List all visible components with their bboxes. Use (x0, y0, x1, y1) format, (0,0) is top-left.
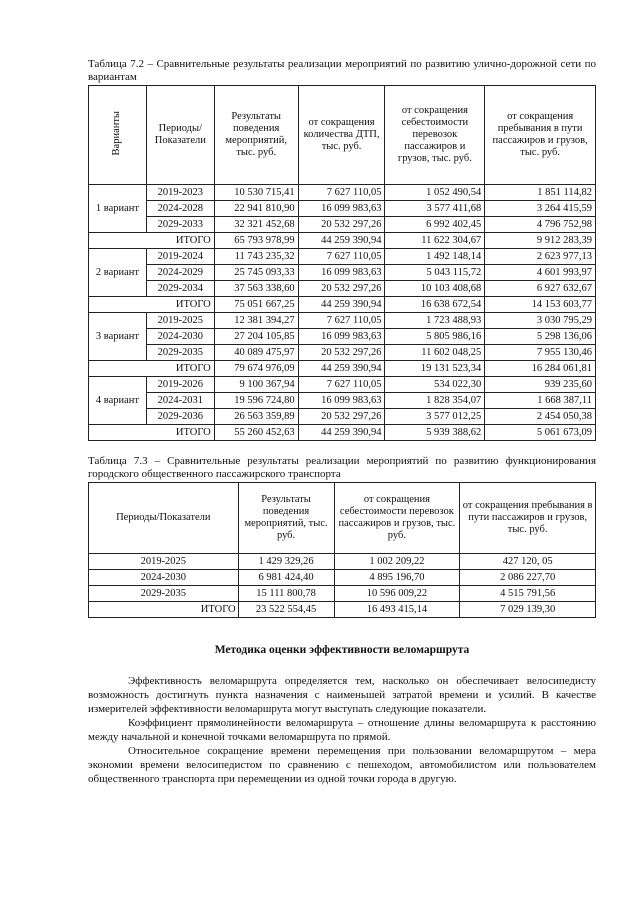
value-cell: 7 627 110,05 (298, 377, 385, 393)
value-cell: 23 522 554,45 (238, 602, 334, 618)
total-value: 44 259 390,94 (298, 297, 385, 313)
value-cell: 5 805 986,16 (385, 329, 485, 345)
period-cell: 2019-2023 (146, 185, 214, 201)
table-7-3 (88, 482, 596, 618)
table-row (89, 249, 596, 265)
total-value: 14 153 603,77 (485, 297, 596, 313)
section-heading: Методика оценки эффективности веломаршрута (214, 644, 470, 656)
value-cell: 1 851 114,82 (485, 185, 596, 201)
value-cell: 6 992 402,45 (385, 217, 485, 233)
value-cell: 2 454 050,38 (485, 409, 596, 425)
value-cell: 26 563 359,89 (214, 409, 298, 425)
value-cell: 20 532 297,26 (298, 217, 385, 233)
value-cell: 7 627 110,05 (298, 313, 385, 329)
variant-cell: 1 вариант (89, 185, 147, 233)
table-row (89, 570, 596, 586)
total-value: 75 051 667,25 (214, 297, 298, 313)
table-row (89, 329, 596, 345)
period-cell: 2019-2025 (89, 554, 239, 570)
value-cell: 15 111 800,78 (238, 586, 334, 602)
value-cell: 1 668 387,11 (485, 393, 596, 409)
value-cell: 4 796 752,98 (485, 217, 596, 233)
value-cell: 10 530 715,41 (214, 185, 298, 201)
total-value: 19 131 523,34 (385, 361, 485, 377)
value-cell: 22 941 810,90 (214, 201, 298, 217)
value-cell: 16 493 415,14 (334, 602, 460, 618)
value-cell: 20 532 297,26 (298, 281, 385, 297)
table-row (89, 602, 596, 618)
table-row (89, 393, 596, 409)
value-cell: 20 532 297,26 (298, 345, 385, 361)
period-cell: 2024-2031 (146, 393, 214, 409)
table-row (89, 313, 596, 329)
value-cell: 3 577 411,68 (385, 201, 485, 217)
header-cell: от сокращения себестоимости перевозок пассажиров и грузов, тыс. руб. (385, 86, 485, 185)
paragraph: Относительное сокращение времени перемещения при пользовании веломаршрутом – мера экономии времени велосипедистом по сравнению с пешеходом, автомобилистом или пользователем общественного транспорта при перемещении из одной точки города в другую. (88, 745, 596, 785)
total-value: 44 259 390,94 (298, 425, 385, 441)
value-cell: 27 204 105,85 (214, 329, 298, 345)
period-cell: 2019-2026 (146, 377, 214, 393)
total-value: 5 939 388,62 (385, 425, 485, 441)
value-cell: 4 895 196,70 (334, 570, 460, 586)
period-cell: 2029-2034 (146, 281, 214, 297)
value-cell: 7 955 130,46 (485, 345, 596, 361)
value-cell: 5 043 115,72 (385, 265, 485, 281)
value-cell: 5 298 136,06 (485, 329, 596, 345)
total-label: ИТОГО (89, 233, 215, 249)
total-label: ИТОГО (89, 361, 215, 377)
header-cell: от сокращения пребывания в пути пассажиров и грузов, тыс. руб. (460, 483, 596, 554)
table-row (89, 265, 596, 281)
period-cell: 2029-2035 (146, 345, 214, 361)
value-cell: 16 099 983,63 (298, 201, 385, 217)
total-row (89, 297, 596, 313)
total-value: 65 793 978,99 (214, 233, 298, 249)
period-cell: 2029-2036 (146, 409, 214, 425)
period-cell: 2029-2035 (89, 586, 239, 602)
total-value: 9 912 283,39 (485, 233, 596, 249)
value-cell: 6 981 424,40 (238, 570, 334, 586)
value-cell: 10 596 009,22 (334, 586, 460, 602)
value-cell: 32 321 452,68 (214, 217, 298, 233)
value-cell: 11 602 048,25 (385, 345, 485, 361)
total-row (89, 361, 596, 377)
value-cell: 2 623 977,13 (485, 249, 596, 265)
value-cell: 40 089 475,97 (214, 345, 298, 361)
value-cell: 1 723 488,93 (385, 313, 485, 329)
value-cell: 1 002 209,22 (334, 554, 460, 570)
total-value: 11 622 304,67 (385, 233, 485, 249)
table-row (89, 554, 596, 570)
value-cell: 3 264 415,59 (485, 201, 596, 217)
total-row (89, 425, 596, 441)
header-cell: от сокращения пребывания в пути пассажиров и грузов, тыс. руб. (485, 86, 596, 185)
value-cell: 37 563 338,60 (214, 281, 298, 297)
period-cell: ИТОГО (89, 602, 239, 618)
header-cell: от сокращения количества ДТП, тыс. руб. (298, 86, 385, 185)
value-cell: 1 492 148,14 (385, 249, 485, 265)
total-value: 44 259 390,94 (298, 233, 385, 249)
total-label: ИТОГО (89, 425, 215, 441)
period-cell: 2024-2030 (89, 570, 239, 586)
paragraph: Эффективность веломаршрута определяется тем, насколько он обеспечивает велосипедисту возможность достигнуть пункта назначения с наименьшей затратой времени и усилий. В качестве измерителей эффективности веломаршрута могут выступать следующие показатели. (88, 675, 596, 715)
value-cell: 19 596 724,80 (214, 393, 298, 409)
table-row (89, 185, 596, 201)
table-row (89, 201, 596, 217)
value-cell: 16 099 983,63 (298, 329, 385, 345)
value-cell: 2 086 227,70 (460, 570, 596, 586)
value-cell: 7 627 110,05 (298, 185, 385, 201)
total-value: 79 674 976,09 (214, 361, 298, 377)
period-cell: 2024-2028 (146, 201, 214, 217)
value-cell: 939 235,60 (485, 377, 596, 393)
table-row (89, 377, 596, 393)
value-cell: 3 030 795,29 (485, 313, 596, 329)
value-cell: 20 532 297,26 (298, 409, 385, 425)
value-cell: 9 100 367,94 (214, 377, 298, 393)
value-cell: 16 099 983,63 (298, 393, 385, 409)
value-cell: 4 601 993,97 (485, 265, 596, 281)
value-cell: 3 577 012,25 (385, 409, 485, 425)
header-cell: Периоды/Показатели (89, 483, 239, 554)
variant-cell: 3 вариант (89, 313, 147, 361)
value-cell: 6 927 632,67 (485, 281, 596, 297)
value-cell: 4 515 791,56 (460, 586, 596, 602)
total-row (89, 233, 596, 249)
total-value: 16 284 061,81 (485, 361, 596, 377)
value-cell: 16 099 983,63 (298, 265, 385, 281)
total-value: 55 260 452,63 (214, 425, 298, 441)
value-cell: 7 627 110,05 (298, 249, 385, 265)
value-cell: 12 381 394,27 (214, 313, 298, 329)
table-row (89, 586, 596, 602)
variant-cell: 2 вариант (89, 249, 147, 297)
table-7-2 (88, 85, 596, 441)
total-value: 5 061 673,09 (485, 425, 596, 441)
value-cell: 1 429 329,26 (238, 554, 334, 570)
value-cell: 1 052 490,54 (385, 185, 485, 201)
period-cell: 2024-2029 (146, 265, 214, 281)
period-cell: 2019-2024 (146, 249, 214, 265)
value-cell: 1 828 354,07 (385, 393, 485, 409)
period-cell: 2019-2025 (146, 313, 214, 329)
header-cell: от сокращения себестоимости перевозок пассажиров и грузов, тыс. руб. (334, 483, 460, 554)
header-cell: Результаты поведения мероприятий, тыс. руб. (238, 483, 334, 554)
total-value: 44 259 390,94 (298, 361, 385, 377)
value-cell: 534 022,30 (385, 377, 485, 393)
table-row (89, 345, 596, 361)
table-row (89, 281, 596, 297)
value-cell: 7 029 139,30 (460, 602, 596, 618)
table-row (89, 217, 596, 233)
paragraph: Коэффициент прямолинейности веломаршрута – отношение длины веломаршрута к расстоянию между начальной и конечной точками веломаршрута по прямой. (88, 717, 596, 743)
table-7-2-caption: Таблица 7.2 – Сравнительные результаты реализации мероприятий по развитию улично-дорожной сети по вариантам (88, 58, 596, 83)
table-header-row (89, 86, 596, 185)
document-page (88, 58, 596, 786)
value-cell: 10 103 408,68 (385, 281, 485, 297)
header-cell: Варианты (89, 86, 147, 185)
header-cell: Результаты поведения мероприятий, тыс. руб. (214, 86, 298, 185)
total-label: ИТОГО (89, 297, 215, 313)
period-cell: 2024-2030 (146, 329, 214, 345)
total-value: 16 638 672,54 (385, 297, 485, 313)
variant-cell: 4 вариант (89, 377, 147, 425)
table-7-3-caption: Таблица 7.3 – Сравнительные результаты реализации мероприятий по развитию функционирования городского общественного пассажирского транспорта (88, 455, 596, 480)
table-header-row (89, 483, 596, 554)
value-cell: 11 743 235,32 (214, 249, 298, 265)
value-cell: 25 745 093,33 (214, 265, 298, 281)
value-cell: 427 120, 05 (460, 554, 596, 570)
period-cell: 2029-2033 (146, 217, 214, 233)
table-row (89, 409, 596, 425)
header-cell: Периоды/ Показатели (146, 86, 214, 185)
